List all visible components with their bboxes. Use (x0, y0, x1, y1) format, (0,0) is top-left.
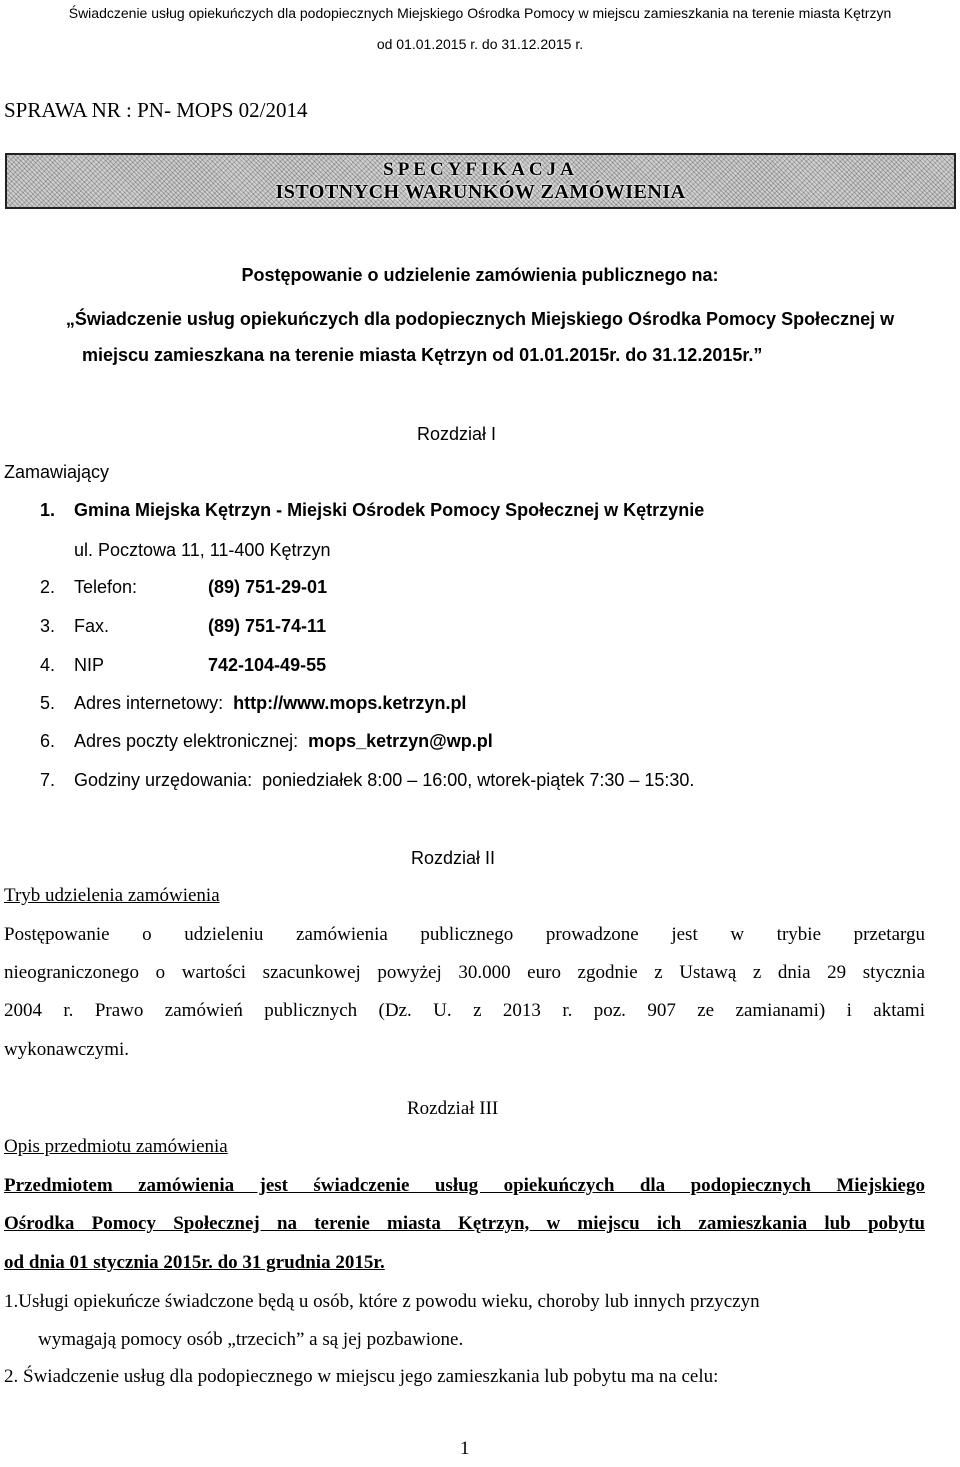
chapter1-subheading: Zamawiający (4, 462, 110, 482)
chapter2-line1: Postępowanie o udzieleniu zamówienia publicznego prowadzone jest w trybie przetargu (4, 924, 925, 945)
case-number: SPRAWA NR : PN- MOPS 02/2014 (4, 98, 308, 122)
running-header-line2: od 01.01.2015 r. do 31.12.2015 r. (376, 36, 584, 52)
list-item: 1. Gmina Miejska Kętrzyn - Miejski Ośrodek Pomocy Społecznej w Kętrzynie (40, 500, 705, 520)
running-header-line1: Świadczenie usług opiekuńczych dla podopiecznych Miejskiego Ośrodka Pomocy w miejscu zamieszkania na terenie miasta Kętrzyn (68, 5, 892, 21)
chapter2-line3: 2004 r. Prawo zamówień publicznych (Dz. U. z 2013 r. poz. 907 ze zamianami) i aktami (4, 1000, 925, 1021)
list-item: 5. Adres internetowy: http://www.mops.ketrzyn.pl (40, 693, 467, 713)
list-item: 2. Telefon: (89) 751-29-01 (40, 577, 328, 597)
chapter2-subheading: Tryb udzielenia zamówienia (4, 885, 220, 906)
chapter3-bold-line3: od dnia 01 stycznia 2015r. do 31 grudnia 2015r. (4, 1252, 385, 1273)
chapter3-heading: Rozdział III (407, 1098, 499, 1119)
chapter3-bold-line1: Przedmiotem zamówienia jest świadczenie usług opiekuńczych dla podopiecznych Miejskiego (4, 1175, 925, 1196)
title-line3: miejscu zamieszkana na terenie miasta Kętrzyn od 01.01.2015r. do 31.12.2015r.” (82, 345, 763, 365)
banner-line2: ISTOTNYCH WARUNKÓW ZAMÓWIENIA (275, 181, 686, 203)
specification-banner (5, 153, 956, 209)
email-link[interactable]: mops_ketrzyn@wp.pl (308, 731, 493, 751)
chapter2-heading: Rozdział II (411, 848, 496, 868)
chapter2-line2: nieograniczonego o wartości szacunkowej powyżej 30.000 euro zgodnie z Ustawą z dnia 29 stycznia (4, 962, 925, 983)
chapter3-point2: 2. Świadczenie usług dla podopiecznego w miejscu jego zamieszkania lub pobytu ma na celu: (4, 1366, 719, 1387)
list-item: 3. Fax. (89) 751-74-11 (40, 616, 327, 636)
page-number: 1 (460, 1438, 470, 1459)
list-item: 7. Godziny urzędowania: poniedziałek 8:00 – 16:00, wtorek-piątek 7:30 – 15:30. (40, 770, 695, 790)
title-line1: Postępowanie o udzielenie zamówienia publicznego na: (241, 265, 719, 285)
chapter1-heading: Rozdział I (417, 424, 497, 444)
title-line2: „Świadczenie usług opiekuńczych dla podopiecznych Miejskiego Ośrodka Pomocy Społecznej w (65, 309, 895, 329)
chapter2-line4: wykonawczymi. (4, 1039, 130, 1060)
list-item: 6. Adres poczty elektronicznej: mops_ketrzyn@wp.pl (40, 731, 493, 751)
banner-line1: SPECYFIKACJA (383, 159, 578, 180)
chapter3-point1-line2: wymagają pomocy osób „trzecich” a są jej pozbawione. (38, 1329, 464, 1350)
list-item: 4. NIP 742-104-49-55 (40, 655, 327, 675)
chapter3-subheading: Opis przedmiotu zamówienia (4, 1136, 228, 1157)
chapter3-bold-line2: Ośrodka Pomocy Społecznej na terenie miasta Kętrzyn, w miejscu ich zamieszkania lub pobytu (4, 1213, 925, 1234)
list-item: ul. Pocztowa 11, 11-400 Kętrzyn (74, 540, 331, 560)
website-link[interactable]: http://www.mops.ketrzyn.pl (233, 693, 467, 713)
chapter3-point1-line1: 1.Usługi opiekuńcze świadczone będą u osób, które z powodu wieku, choroby lub innych przyczyn (4, 1291, 760, 1312)
